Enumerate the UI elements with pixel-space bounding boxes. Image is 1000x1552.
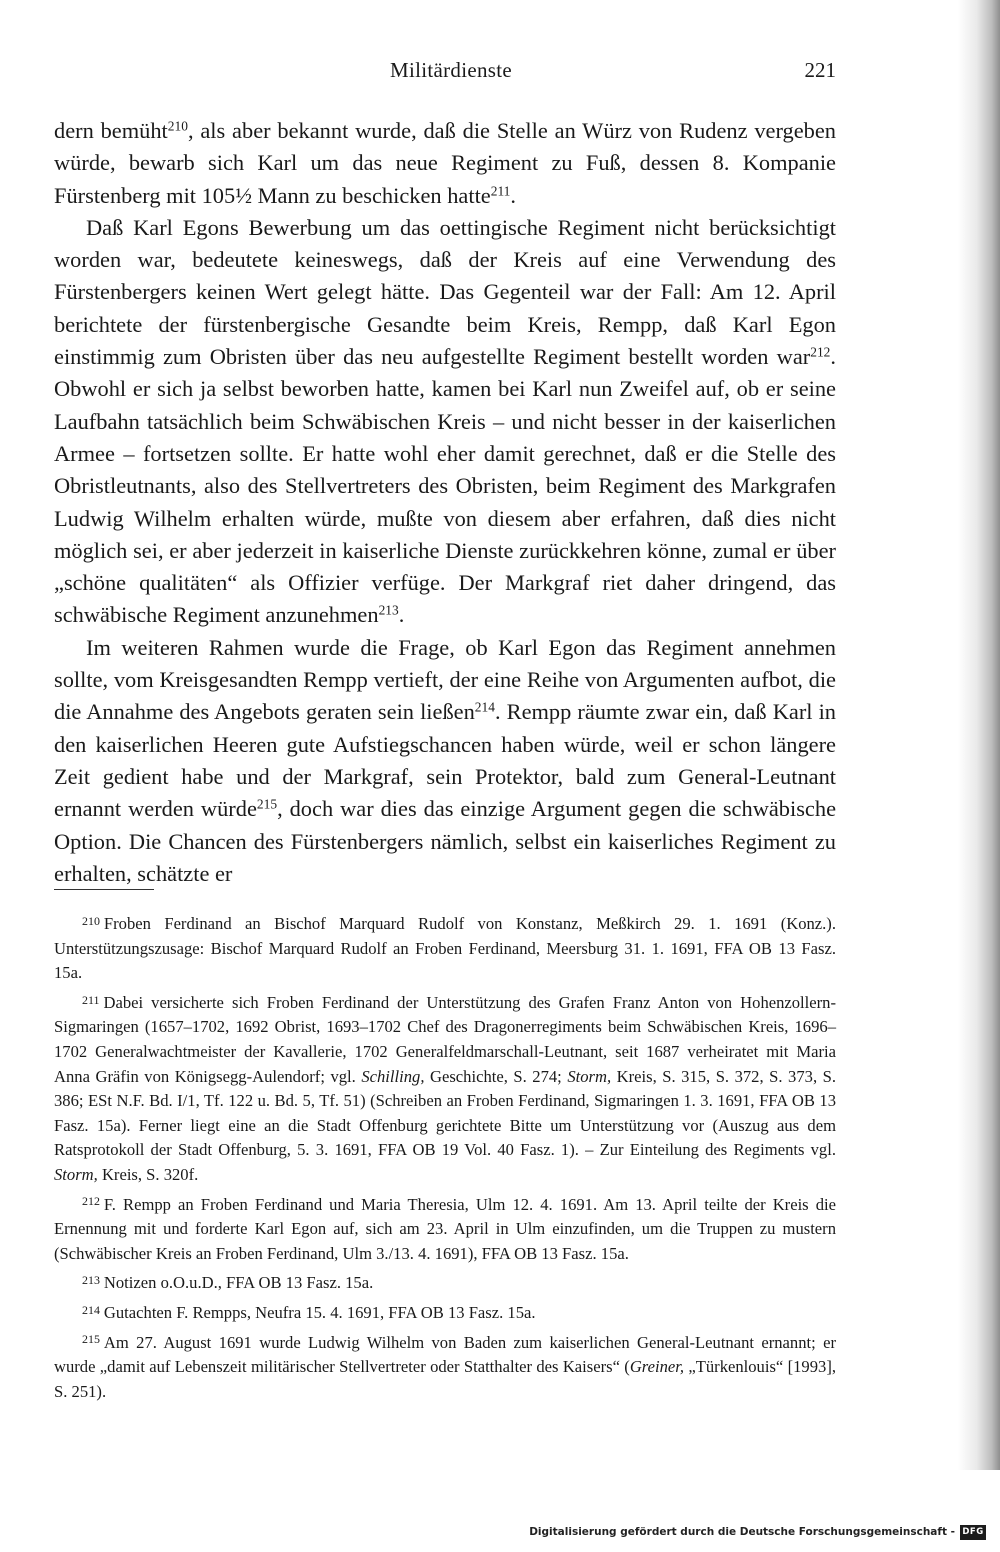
footnote: $^{210}$ Froben Ferdinand an Bischof Marquard Rudolf von Konstanz, Meßkirch 29. 1. 1691 (Konz.). Unterstützungszusage: Bischof Marquard Rudolf an Froben Ferdinand, Meersburg 31. 1. 1691, FFA OB 13 Fasz. 15a.: [54, 913, 836, 983]
page-number: 221: [804, 58, 836, 82]
funding-banner-text: Digitalisierung gefördert durch die Deutsche Forschungsgemeinschaft -: [529, 1526, 955, 1538]
footnote-reference: 212: [810, 344, 831, 360]
footnote-number: 213: [82, 1273, 100, 1288]
footnote: $^{211}$ Dabei versicherte sich Froben Ferdinand der Unterstützung des Grafen Franz Anton von Hohenzollern-Sigmaringen (1657–1702, 1692 Obrist, 1693–1702 Chef des Dragonerregiments beim Schwäbischen Kreis, 1696–1702 Generalwachtmeister der Kavallerie, 1702 Generalfeldmarschall-Leutnant, seit 1687 verheiratet mit Maria Anna Gräfin von Königsegg-Aulendorf; vgl. Schilling, Geschichte, S. 274; Storm, Kreis, S. 315, S. 372, S. 373, S. 386; ESt N.F. Bd. I/1, Tf. 122 u. Bd. 5, Tf. 51) (Schreiben an Froben Ferdinand, Sigmaringen 1. 3. 1691, FFA OB 13 Fasz. 15a). Ferner liegt eine an die Stadt Offenburg gerichtete Bitte um Unterstützung vor (Auszug aus dem Ratsprotokoll der Stadt Offenburg, 5. 3. 1691, FFA OB 19 Vol. 40 Fasz. 1). – Zur Einteilung des Regiments vgl. Storm, Kreis, S. 320f.: [54, 992, 836, 1184]
funding-banner: [529, 1520, 986, 1544]
footnote-reference: 215: [256, 796, 278, 812]
footnote-number: 212: [82, 1194, 100, 1209]
footnote-reference: 211: [490, 183, 511, 199]
footnote-reference: 213: [378, 603, 399, 619]
footnote-number: 210: [82, 913, 100, 928]
footnote: $^{214}$ Gutachten F. Rempps, Neufra 15. 4. 1691, FFA OB 13 Fasz. 15a.: [82, 1302, 536, 1322]
italic-text: Storm,: [567, 1066, 612, 1086]
running-head: [54, 58, 836, 90]
dfg-logo-icon: DFG: [960, 1525, 986, 1540]
italic-text: Greiner,: [629, 1357, 685, 1377]
body-paragraph: Daß Karl Egons Bewerbung um das oettingische Regiment nicht berücksichtigt worden war, bedeutete keineswegs, daß der Kreis auf eine Verwendung des Fürstenbergers keinen Wert gelegt hätte. Das Gegenteil war der Fall: Am 12. April berichtete der fürstenbergische Gesandte beim Kreis, Rempp, daß Karl Egon einstimmig zum Obristen über das neu aufgestellte Regiment bestellt worden war$^{212}$. Obwohl er sich ja selbst beworben hatte, kamen bei Karl nun Zweifel auf, ob er seine Laufbahn tatsächlich beim Schwäbischen Kreis – und nicht besser in der kaiserlichen Armee – fortsetzen sollte. Er hatte wohl eher damit gerechnet, daß er die Stelle des Obristleutnants, also des Stellvertreters des Obristen, beim Regiment des Markgrafen Ludwig Wilhelm erhalten würde, mußte von diesem aber erfahren, daß dies nicht möglich sei, er aber jederzeit in kaiserliche Dienste zurückkehren könne, zumal er über „schöne qualitäten“ als Offizier verfüge. Der Markgraf riet daher dringend, das schwäbische Regiment anzunehmen$^{213}$.: [54, 214, 836, 628]
book-spine-shadow: [958, 0, 1000, 1470]
footnote-rule: [54, 889, 154, 890]
running-title: Militärdienste: [390, 58, 513, 82]
body-text: [54, 115, 836, 890]
body-paragraph: dern bemüht$^{210}$, als aber bekannt wurde, daß die Stelle an Würz von Rudenz vergeben würde, bewarb sich Karl um das neue Regiment zu Fuß, dessen 8. Kompanie Fürstenberg mit 105½ Mann zu beschicken hatte$^{211}$.: [54, 118, 837, 208]
footnote-number: 211: [82, 992, 100, 1007]
footnote-reference: 214: [474, 699, 495, 715]
footnotes: [54, 912, 836, 1409]
body-paragraph: Im weiteren Rahmen wurde die Frage, ob Karl Egon das Regiment annehmen sollte, vom Kreisgesandten Rempp vertieft, der eine Reihe von Argumenten aufbot, die die Annahme des Angebots geraten sein ließen$^{214}$. Rempp räumte zwar ein, daß Karl in den kaiserlichen Heeren gute Aufstiegschancen haben würde, weil er schon längere Zeit gedient habe und der Markgraf, sein Protektor, bald zum General-Leutnant ernannt werden würde$^{215}$, doch war dies das einzige Argument gegen die schwäbische Option. Die Chancen des Fürstenbergers nämlich, selbst ein kaiserliches Regiment zu erhalten, schätzte er: [54, 634, 837, 886]
footnote-number: 215: [82, 1332, 100, 1347]
footnote: $^{215}$ Am 27. August 1691 wurde Ludwig Wilhelm von Baden zum kaiserlichen General-Leutnant ernannt; er wurde „damit auf Lebenszeit militärischer Stellvertreter oder Statthalter des Kaisers“ (Greiner, „Türkenlouis“ [1993], S. 251).: [54, 1332, 836, 1401]
footnote: $^{213}$ Notizen o.O.u.D., FFA OB 13 Fasz. 15a.: [82, 1273, 374, 1293]
italic-text: Schilling,: [361, 1066, 425, 1086]
footnote-reference: 210: [167, 118, 188, 134]
footnote-number: 214: [82, 1302, 100, 1317]
footnote: $^{212}$ F. Rempp an Froben Ferdinand und Maria Theresia, Ulm 12. 4. 1691. Am 13. April teilte der Kreis die Ernennung mit und forderte Karl Egon auf, sich am 23. April in Ulm einzufinden, um die Truppen zu mustern (Schwäbischer Kreis an Froben Ferdinand, Ulm 3./13. 4. 1691), FFA OB 13 Fasz. 15a.: [54, 1194, 836, 1263]
italic-text: Storm,: [54, 1164, 98, 1184]
